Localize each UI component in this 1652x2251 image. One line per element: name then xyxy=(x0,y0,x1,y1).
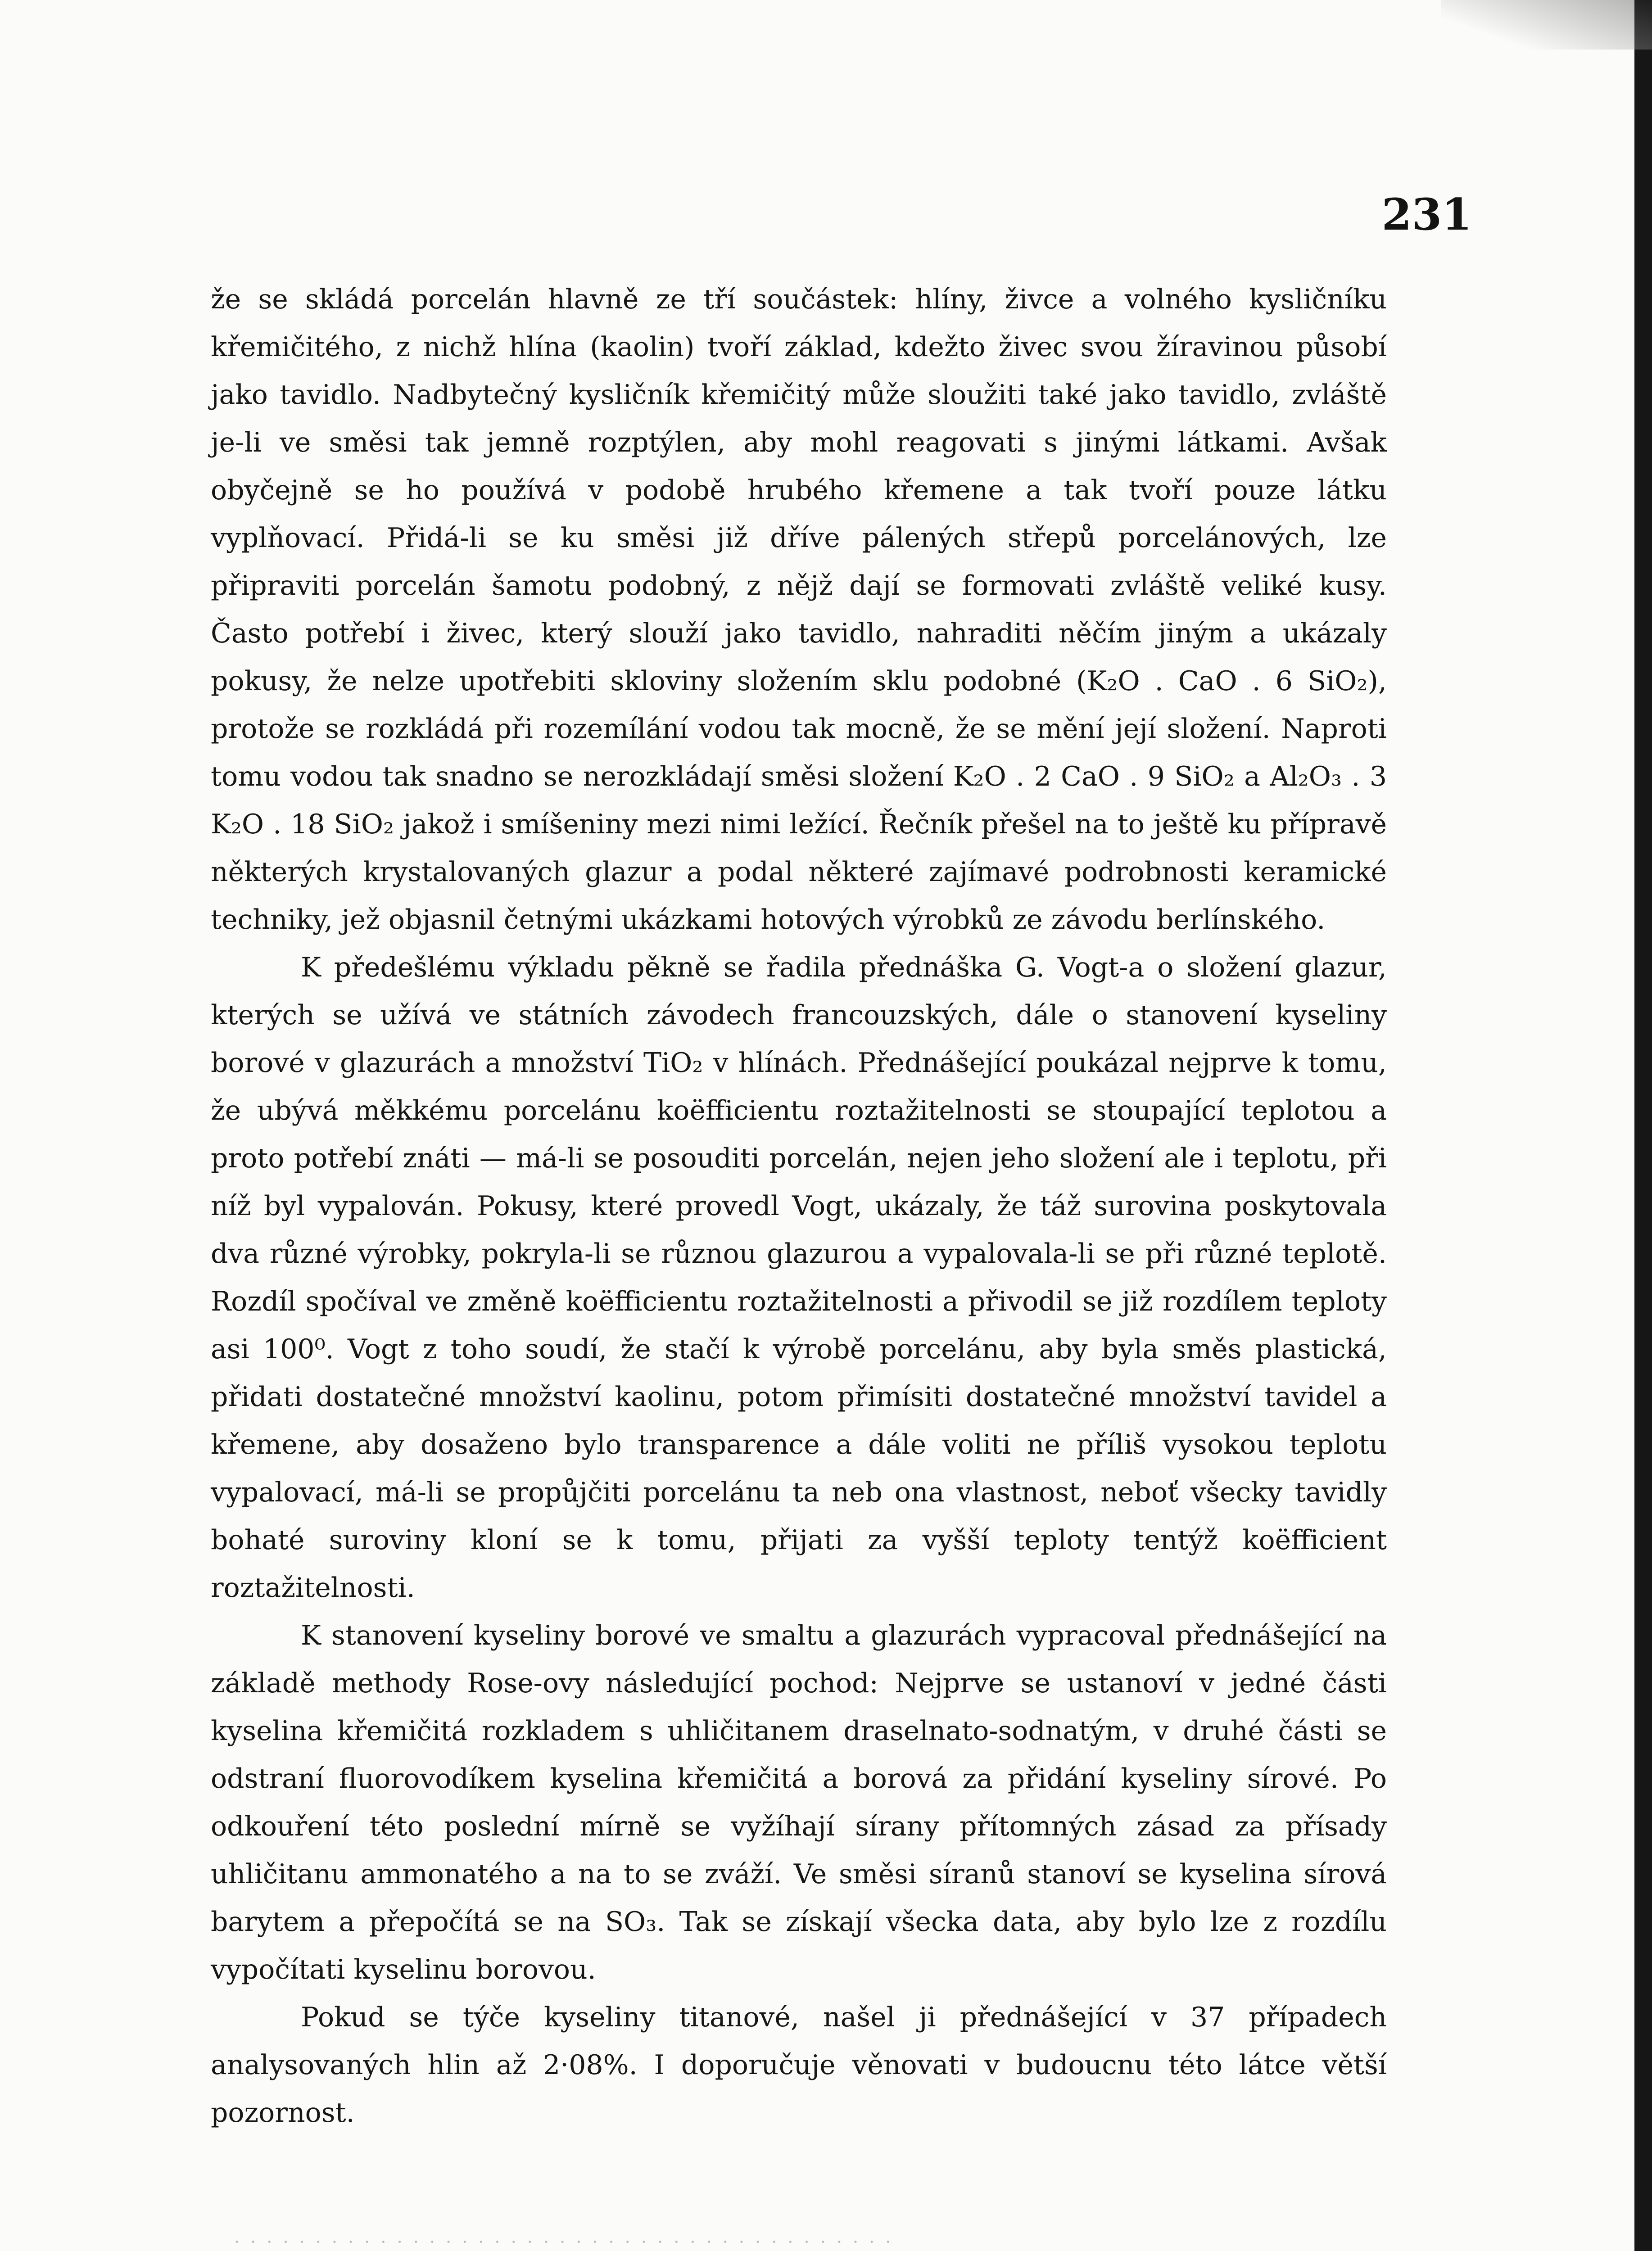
body-text xyxy=(211,276,1387,2137)
page-edge-shadow xyxy=(1634,0,1652,2251)
paragraph-titanium-acid: Pokud se týče kyseliny titanové, našel ji přednášející v 37 případech analysovaných hlin až 2·08%. I doporučuje věnovati v budoucnu této látce větší pozornost. xyxy=(211,2002,1387,2129)
page-number: 231 xyxy=(1381,189,1472,240)
page-corner-shadow xyxy=(1441,0,1652,50)
bleed-through-smudge: · · · · · · · · · · · · · · · · · · · · · · · · · · · · · · · · · · · · · · · · · xyxy=(234,2232,894,2251)
paragraph-boric-acid-method: K stanovení kyseliny borové ve smaltu a glazurách vypracoval přednášející na základě methody Rose-ovy následující pochod: Nejprve se ustanoví v jedné části kyselina křemičitá rozkladem s uhličitanem draselnato-sodnatým, v druhé části se odstraní fluorovodíkem kyselina křemičitá a borová za přidání kyseliny sírové. Po odkouření této poslední mírně se vyžíhají sírany přítomných zásad za přísady uhličitanu ammonatého a na to se zváží. Ve směsi síranů stanoví se kyselina sírová barytem a přepočítá se na SO₃. Tak se získají všecka data, aby bylo lze z rozdílu vypočítati kyselinu borovou. xyxy=(211,1620,1387,1985)
paragraph-porcelain-composition: že se skládá porcelán hlavně ze tří součástek: hlíny, živce a volného kysličníku křemičitého, z nichž hlína (kaolin) tvoří základ, kdežto živec svou žíravinou působí jako tavidlo. Nadbytečný kysličník křemičitý může sloužiti také jako tavidlo, zvláště je-li ve směsi tak jemně rozptýlen, aby mohl reagovati s jinými látkami. Avšak obyčejně se ho používá v podobě hrubého křemene a tak tvoří pouze látku vyplňovací. Přidá-li se ku směsi již dříve pálených střepů porcelánových, lze připraviti porcelán šamotu podobný, z nějž dají se formovati zvláště veliké kusy. Často potřebí i živec, který slouží jako tavidlo, nahraditi něčím jiným a ukázaly pokusy, že nelze upotřebiti skloviny složením sklu podobné (K₂O . CaO . 6 SiO₂), protože se rozkládá při rozemílání vodou tak mocně, že se mění její složení. Naproti tomu vodou tak snadno se nerozkládají směsi složení K₂O . 2 CaO . 9 SiO₂ a Al₂O₃ . 3 K₂O . 18 SiO₂ jakož i smíšeniny mezi nimi ležící. Řečník přešel na to ještě ku přípravě některých krystalovaných glazur a podal některé zajímavé podrobnosti keramické techniky, jež objasnil četnými ukázkami hotových výrobků ze závodu berlínského. xyxy=(211,284,1387,936)
paragraph-vogt-lecture: K předešlému výkladu pěkně se řadila přednáška G. Vogt-a o složení glazur, kterých se užívá ve státních závodech francouzských, dále o stanovení kyseliny borové v glazurách a množství TiO₂ v hlínách. Přednášející poukázal nejprve k tomu, že ubývá měkkému porcelánu koëfficientu roztažitelnosti se stoupající teplotou a proto potřebí znáti — má-li se posouditi porcelán, nejen jeho složení ale i teplotu, při níž byl vypalován. Pokusy, které provedl Vogt, ukázaly, že táž surovina poskytovala dva různé výrobky, pokryla-li se různou glazurou a vypalovala-li se při různé teplotě. Rozdíl spočíval ve změně koëfficientu roztažitelnosti a přivodil se již rozdílem teploty asi 100⁰. Vogt z toho soudí, že stačí k výrobě porcelánu, aby byla směs plastická, přidati dostatečné množství kaolinu, potom přimísiti dostatečné množství tavidel a křemene, aby dosaženo bylo transparence a dále voliti ne příliš vysokou teplotu vypalovací, má-li se propůjčiti porcelánu ta neb ona vlastnost, neboť všecky tavidly bohaté suroviny kloní se k tomu, přijati za vyšší teploty tentýž koëfficient roztažitelnosti. xyxy=(211,952,1387,1604)
